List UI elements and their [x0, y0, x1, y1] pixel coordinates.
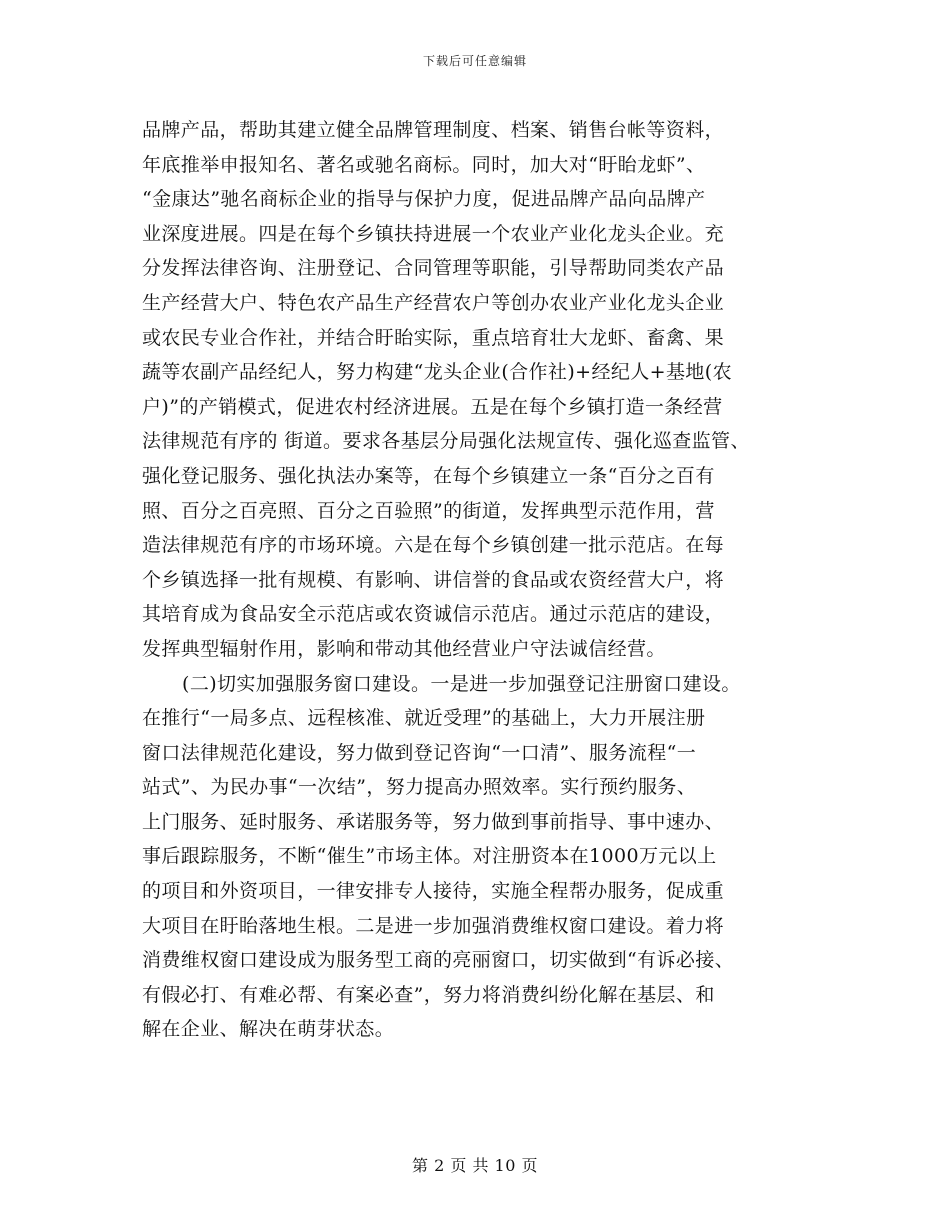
- text-line: 强化登记服务、强化执法办案等，在每个乡镇建立一条“百分之百有: [142, 464, 715, 487]
- text-line: 消费维权窗口建设成为服务型工商的亮丽窗口，切实做到“有诉必接、: [142, 949, 735, 972]
- text-line: 窗口法律规范化建设，努力做到登记咨询“一口清”、服务流程“一: [142, 741, 697, 764]
- text-line: 分发挥法律咨询、注册登记、合同管理等职能，引导帮助同类农产品: [142, 257, 725, 280]
- text-line: 户)”的产销模式，促进农村经济进展。五是在每个乡镇打造一条经营: [142, 395, 723, 418]
- text-line: 业深度进展。四是在每个乡镇扶持进展一个农业产业化龙头企业。充: [142, 222, 725, 245]
- text-line: 或农民专业合作社，并结合盱眙实际，重点培育壮大龙虾、畜禽、果: [142, 326, 725, 349]
- text-line: 蔬等农副产品经纪人，努力构建“龙头企业(合作社)+经纪人+基地(农: [142, 361, 732, 384]
- text-line: 解在企业、解决在萌芽状态。: [142, 1018, 395, 1041]
- document-body: [142, 113, 824, 1047]
- text-line: 的项目和外资项目，一律安排专人接待，实施全程帮办服务，促成重: [142, 880, 725, 903]
- page-number-footer: 第 2 页 共 10 页: [412, 1156, 538, 1175]
- text-line: “金康达”驰名商标企业的指导与保护力度，促进品牌产品向品牌产: [142, 188, 706, 211]
- text-line: 在推行“一局多点、远程核准、就近受理”的基础上，大力开展注册: [142, 707, 706, 730]
- text-line: 上门服务、延时服务、承诺服务等，努力做到事前指导、事中速办、: [142, 810, 725, 833]
- text-line: 事后跟踪服务，不断“催生”市场主体。对注册资本在1000万元以上: [142, 845, 717, 868]
- text-line: 照、百分之百亮照、百分之百验照”的街道，发挥典型示范作用，营: [142, 499, 715, 522]
- text-line: 法律规范有序的 街道。要求各基层分局强化法规宣传、强化巡查监管、: [142, 430, 750, 453]
- text-line: 造法律规范有序的市场环境。六是在每个乡镇创建一批示范店。在每: [142, 534, 725, 557]
- section-heading-line: (二)切实加强服务窗口建设。一是进一步加强登记注册窗口建设。: [182, 672, 741, 695]
- text-line: 大项目在盱眙落地生根。二是进一步加强消费维权窗口建设。着力将: [142, 914, 725, 937]
- page-header: 下载后可任意编辑: [422, 54, 527, 68]
- text-line: 个乡镇选择一批有规模、有影响、讲信誉的食品或农资经营大户，将: [142, 568, 725, 591]
- text-line: 生产经营大户、特色农产品生产经营农户等创办农业产业化龙头企业: [142, 291, 725, 314]
- text-line: 发挥典型辐射作用，影响和带动其他经营业户守法诚信经营。: [142, 637, 666, 660]
- text-line: 其培育成为食品安全示范店或农资诚信示范店。通过示范店的建设，: [142, 603, 725, 626]
- text-line: 年底推举申报知名、著名或驰名商标。同时，加大对“盱眙龙虾”、: [142, 153, 706, 176]
- text-line: 品牌产品，帮助其建立健全品牌管理制度、档案、销售台帐等资料，: [142, 119, 725, 141]
- text-line: 有假必打、有难必帮、有案必查”，努力将消费纠纷化解在基层、和: [142, 983, 715, 1006]
- text-line: 站式”、为民办事“一次结”，努力提高办照效率。实行预约服务、: [142, 776, 697, 799]
